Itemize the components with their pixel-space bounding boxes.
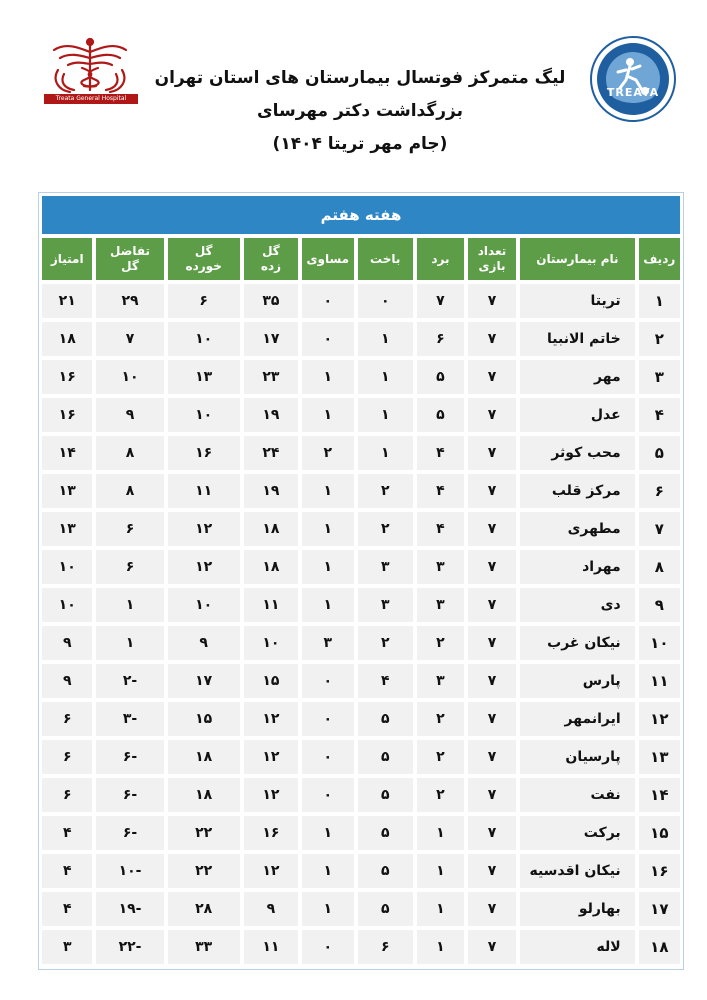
title-block [150,62,570,161]
goals-for-cell: ۱۲ [244,854,298,888]
points-cell: ۱۰ [42,550,92,584]
goal-diff-cell: -۳ [96,702,163,736]
points-cell: ۱۶ [42,398,92,432]
col-header-played [468,238,516,280]
played-cell: ۷ [468,284,516,318]
played-cell: ۷ [468,702,516,736]
team-name-cell: برکت [520,816,635,850]
goals-for-cell: ۱۹ [244,474,298,508]
goals-against-cell: ۱۶ [168,436,240,470]
goals-for-cell: ۱۹ [244,398,298,432]
points-cell: ۹ [42,626,92,660]
won-cell: ۳ [417,664,464,698]
drawn-cell: ۰ [302,702,353,736]
goals-for-cell: ۱۶ [244,816,298,850]
goals-against-cell: ۳۳ [168,930,240,964]
won-cell: ۲ [417,626,464,660]
goal-diff-cell: -۲ [96,664,163,698]
goals-against-cell: ۱۸ [168,778,240,812]
col-header-ga-line1: گل [194,244,213,258]
lost-cell: ۶ [358,930,413,964]
goal-diff-cell: -۶ [96,778,163,812]
team-name-cell: بهارلو [520,892,635,926]
goal-diff-cell: ۲۹ [96,284,163,318]
won-cell: ۴ [417,474,464,508]
goals-against-cell: ۱۰ [168,398,240,432]
played-cell: ۷ [468,892,516,926]
points-cell: ۴ [42,892,92,926]
lost-cell: ۳ [358,588,413,622]
table-row [42,512,680,546]
table-row [42,664,680,698]
table-row [42,702,680,736]
points-cell: ۱۴ [42,436,92,470]
drawn-cell: ۱ [302,360,353,394]
drawn-cell: ۰ [302,322,353,356]
rank-cell: ۶ [639,474,680,508]
drawn-cell: ۱ [302,892,353,926]
lost-cell: ۱ [358,398,413,432]
won-cell: ۲ [417,740,464,774]
lost-cell: ۲ [358,512,413,546]
table-row [42,930,680,964]
col-header-played-line2: بازی [478,259,506,273]
won-cell: ۵ [417,360,464,394]
team-name-cell: مطهری [520,512,635,546]
points-cell: ۶ [42,702,92,736]
goals-against-cell: ۶ [168,284,240,318]
drawn-cell: ۱ [302,854,353,888]
won-cell: ۶ [417,322,464,356]
drawn-cell: ۱ [302,550,353,584]
col-header-goals-against [168,238,240,280]
lost-cell: ۲ [358,626,413,660]
played-cell: ۷ [468,740,516,774]
rank-cell: ۲ [639,322,680,356]
col-header-drawn: مساوی [302,238,353,280]
rank-cell: ۱۵ [639,816,680,850]
col-header-gf-line1: گل [262,244,280,258]
points-cell: ۹ [42,664,92,698]
goal-diff-cell: -۶ [96,740,163,774]
team-name-cell: پارسیان [520,740,635,774]
points-cell: ۶ [42,778,92,812]
col-header-rank: ردیف [639,238,680,280]
goals-against-cell: ۱۲ [168,550,240,584]
lost-cell: ۵ [358,740,413,774]
treata-badge-icon [590,36,676,122]
played-cell: ۷ [468,512,516,546]
lost-cell: ۱ [358,436,413,470]
goals-for-cell: ۹ [244,892,298,926]
table-row [42,740,680,774]
table-row [42,550,680,584]
lost-cell: ۴ [358,664,413,698]
played-cell: ۷ [468,550,516,584]
goal-diff-cell: ۷ [96,322,163,356]
won-cell: ۴ [417,512,464,546]
rank-cell: ۱۱ [639,664,680,698]
drawn-cell: ۱ [302,512,353,546]
played-cell: ۷ [468,436,516,470]
played-cell: ۷ [468,930,516,964]
lost-cell: ۵ [358,778,413,812]
col-header-gf-line2: زده [260,259,282,273]
table-row [42,626,680,660]
table-row [42,398,680,432]
col-header-points: امتیاز [42,238,92,280]
goals-for-cell: ۲۳ [244,360,298,394]
table-row [42,816,680,850]
played-cell: ۷ [468,854,516,888]
points-cell: ۱۰ [42,588,92,622]
points-cell: ۴ [42,816,92,850]
points-cell: ۱۳ [42,474,92,508]
won-cell: ۷ [417,284,464,318]
goal-diff-cell: ۱ [96,626,163,660]
played-cell: ۷ [468,778,516,812]
team-name-cell: پارس [520,664,635,698]
table-row [42,322,680,356]
column-header-row [42,238,680,280]
goals-for-cell: ۱۱ [244,588,298,622]
rank-cell: ۱۳ [639,740,680,774]
drawn-cell: ۰ [302,664,353,698]
drawn-cell: ۰ [302,284,353,318]
goals-for-cell: ۱۲ [244,702,298,736]
won-cell: ۲ [417,702,464,736]
team-name-cell: مهراد [520,550,635,584]
league-subtitle: بزرگداشت دکتر مهرسای [257,101,463,121]
goals-for-cell: ۱۸ [244,550,298,584]
table-row [42,778,680,812]
team-name-cell: محب کوثر [520,436,635,470]
team-name-cell: نیکان اقدسیه [520,854,635,888]
goals-against-cell: ۲۲ [168,854,240,888]
goal-diff-cell: ۱ [96,588,163,622]
rank-cell: ۱ [639,284,680,318]
won-cell: ۱ [417,816,464,850]
lost-cell: ۵ [358,892,413,926]
team-name-cell: نیکان غرب [520,626,635,660]
team-name-cell: لاله [520,930,635,964]
goals-for-cell: ۱۰ [244,626,298,660]
won-cell: ۴ [417,436,464,470]
lost-cell: ۵ [358,816,413,850]
col-header-played-line1: تعداد [477,244,507,258]
played-cell: ۷ [468,626,516,660]
rank-cell: ۷ [639,512,680,546]
goal-diff-cell: ۹ [96,398,163,432]
goals-against-cell: ۱۵ [168,702,240,736]
rank-cell: ۵ [639,436,680,470]
goal-diff-cell: -۱۹ [96,892,163,926]
goal-diff-cell: ۶ [96,512,163,546]
drawn-cell: ۱ [302,398,353,432]
goal-diff-cell: ۱۰ [96,360,163,394]
goals-against-cell: ۲۲ [168,816,240,850]
rank-cell: ۱۸ [639,930,680,964]
goals-against-cell: ۱۰ [168,588,240,622]
hospital-logo-caption: Treata General Hospital [44,94,138,104]
points-cell: ۱۸ [42,322,92,356]
lost-cell: ۲ [358,474,413,508]
col-header-won: برد [417,238,464,280]
rank-cell: ۱۰ [639,626,680,660]
played-cell: ۷ [468,474,516,508]
played-cell: ۷ [468,664,516,698]
treata-badge-label: TREATA [606,86,660,99]
points-cell: ۲۱ [42,284,92,318]
played-cell: ۷ [468,322,516,356]
table-row [42,284,680,318]
drawn-cell: ۱ [302,588,353,622]
col-header-gd-line1: تفاضل [110,244,151,258]
rank-cell: ۴ [639,398,680,432]
drawn-cell: ۱ [302,816,353,850]
goal-diff-cell: -۱۰ [96,854,163,888]
won-cell: ۳ [417,550,464,584]
team-name-cell: تریتا [520,284,635,318]
won-cell: ۳ [417,588,464,622]
col-header-gd-line2: گل [121,259,139,273]
goal-diff-cell: ۸ [96,474,163,508]
week-title: هفته هفتم [42,196,680,234]
lost-cell: ۵ [358,854,413,888]
table-row [42,854,680,888]
team-name-cell: مرکز قلب [520,474,635,508]
col-header-goal-diff [96,238,163,280]
goals-against-cell: ۹ [168,626,240,660]
lost-cell: ۱ [358,322,413,356]
won-cell: ۵ [417,398,464,432]
col-header-team: نام بیمارستان [520,238,635,280]
played-cell: ۷ [468,588,516,622]
goals-for-cell: ۱۱ [244,930,298,964]
table-row [42,892,680,926]
rank-cell: ۱۲ [639,702,680,736]
goals-against-cell: ۱۸ [168,740,240,774]
col-header-lost: باخت [358,238,413,280]
league-title: لیگ متمرکز فوتسال بیمارستان های استان تهران [154,68,566,88]
rank-cell: ۱۷ [639,892,680,926]
team-name-cell: مهر [520,360,635,394]
team-name-cell: عدل [520,398,635,432]
goal-diff-cell: ۶ [96,550,163,584]
table-row [42,474,680,508]
goals-against-cell: ۱۱ [168,474,240,508]
goal-diff-cell: -۲۲ [96,930,163,964]
points-cell: ۶ [42,740,92,774]
goals-for-cell: ۱۲ [244,740,298,774]
drawn-cell: ۳ [302,626,353,660]
goals-against-cell: ۱۷ [168,664,240,698]
goals-for-cell: ۱۷ [244,322,298,356]
drawn-cell: ۰ [302,930,353,964]
col-header-goals-for [244,238,298,280]
points-cell: ۳ [42,930,92,964]
goals-for-cell: ۳۵ [244,284,298,318]
drawn-cell: ۲ [302,436,353,470]
goals-against-cell: ۲۸ [168,892,240,926]
rank-cell: ۹ [639,588,680,622]
goal-diff-cell: -۶ [96,816,163,850]
standings-body [42,284,680,964]
lost-cell: ۰ [358,284,413,318]
points-cell: ۱۶ [42,360,92,394]
drawn-cell: ۱ [302,474,353,508]
team-name-cell: خاتم الانبیا [520,322,635,356]
won-cell: ۱ [417,930,464,964]
played-cell: ۷ [468,360,516,394]
team-name-cell: ایرانمهر [520,702,635,736]
points-cell: ۱۳ [42,512,92,546]
goal-diff-cell: ۸ [96,436,163,470]
cup-title: (جام مهر تریتا ۱۴۰۴) [272,134,448,154]
goals-against-cell: ۱۲ [168,512,240,546]
table-row [42,360,680,394]
drawn-cell: ۰ [302,740,353,774]
standings-table [38,192,684,968]
rank-cell: ۸ [639,550,680,584]
page-header [0,0,707,180]
played-cell: ۷ [468,398,516,432]
drawn-cell: ۰ [302,778,353,812]
col-header-ga-line2: خورده [185,259,222,273]
team-name-cell: نفت [520,778,635,812]
goals-against-cell: ۱۰ [168,322,240,356]
goals-for-cell: ۱۸ [244,512,298,546]
goals-against-cell: ۱۳ [168,360,240,394]
goals-for-cell: ۲۴ [244,436,298,470]
played-cell: ۷ [468,816,516,850]
won-cell: ۱ [417,892,464,926]
team-name-cell: دی [520,588,635,622]
rank-cell: ۱۴ [639,778,680,812]
goals-for-cell: ۱۲ [244,778,298,812]
won-cell: ۲ [417,778,464,812]
lost-cell: ۵ [358,702,413,736]
won-cell: ۱ [417,854,464,888]
goals-for-cell: ۱۵ [244,664,298,698]
table-row [42,436,680,470]
points-cell: ۴ [42,854,92,888]
lost-cell: ۳ [358,550,413,584]
rank-cell: ۱۶ [639,854,680,888]
table-row [42,588,680,622]
rank-cell: ۳ [639,360,680,394]
lost-cell: ۱ [358,360,413,394]
